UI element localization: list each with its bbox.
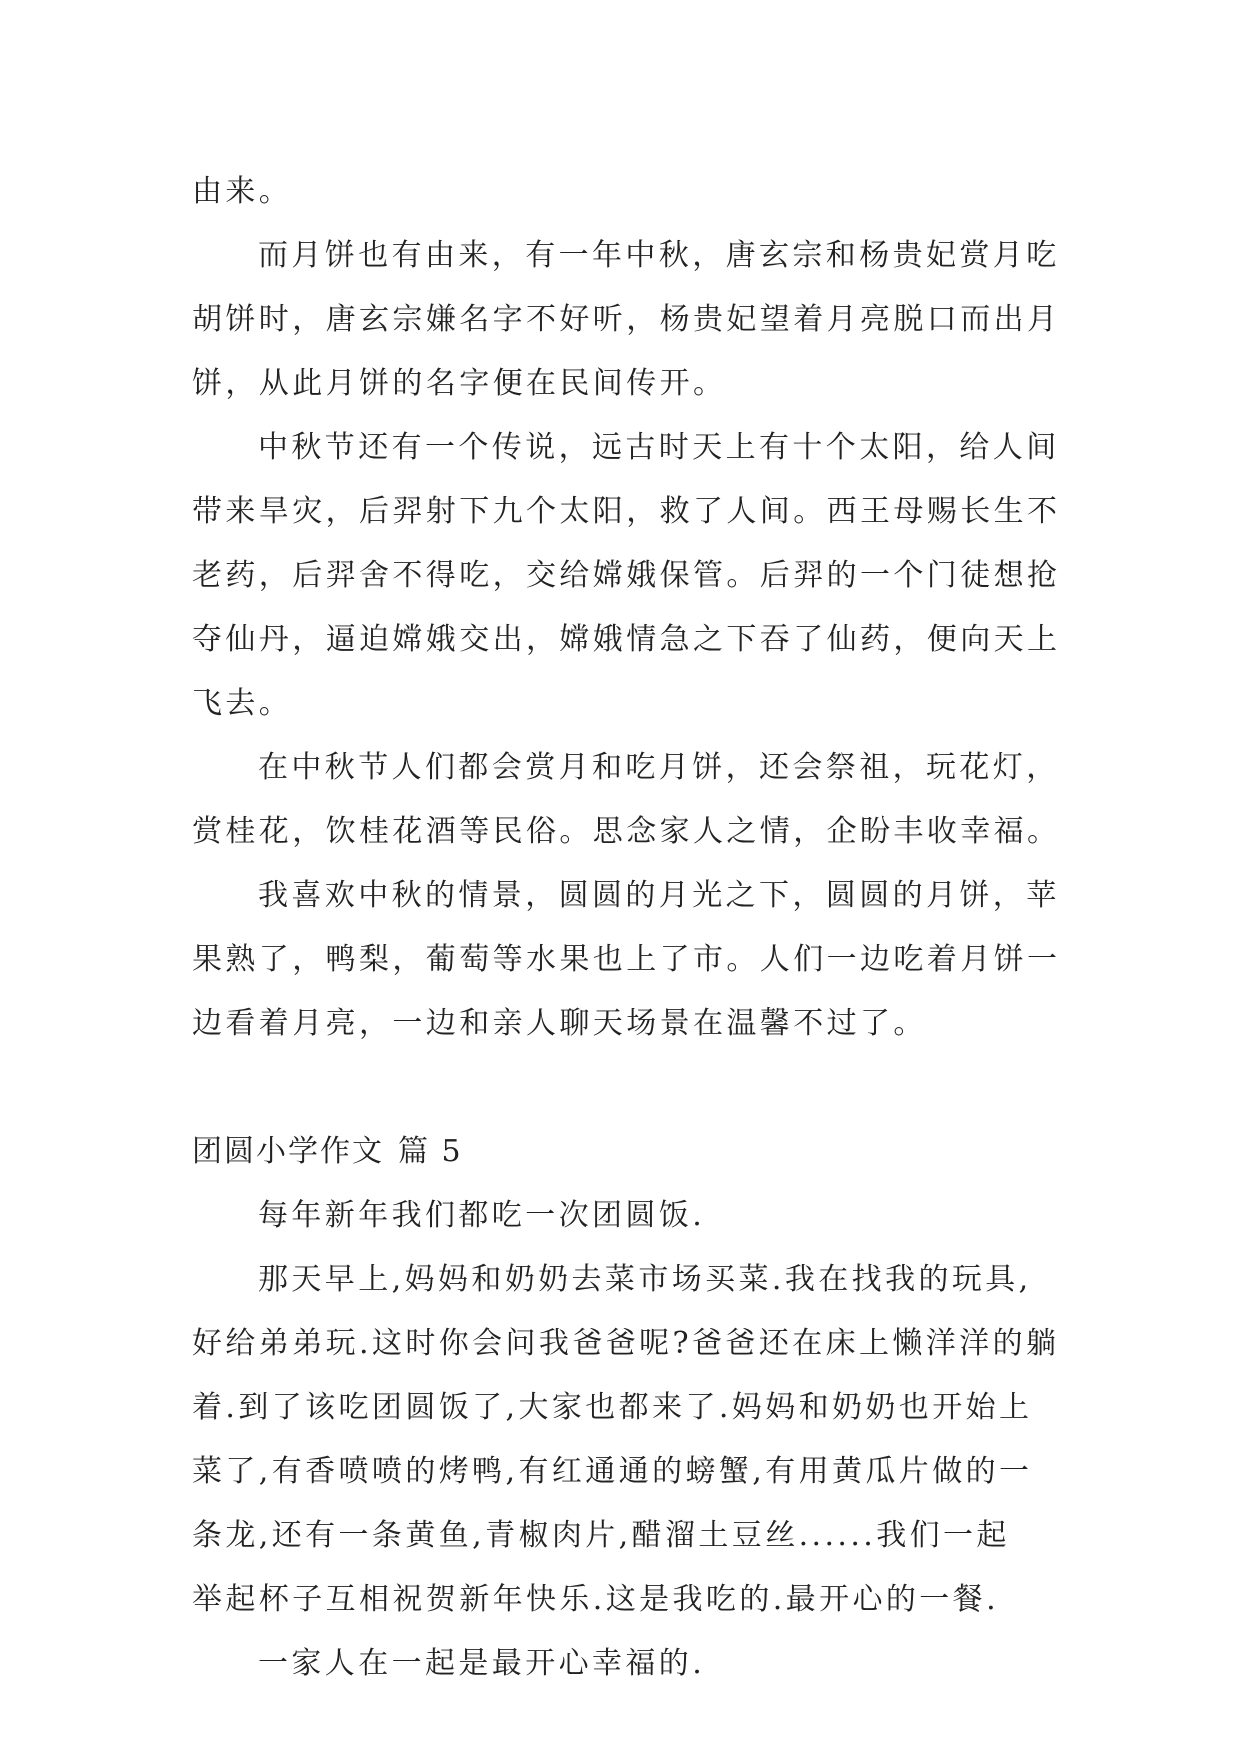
text-line: 举起杯子互相祝贺新年快乐.这是我吃的.最开心的一餐. [192,1582,1000,1617]
text-line: 菜了,有香喷喷的烤鸭,有红通通的螃蟹,有用黄瓜片做的一 [192,1454,1033,1489]
text-line: 一家人在一起是最开心幸福的. [258,1646,706,1681]
text-line: 而月饼也有由来，有一年中秋，唐玄宗和杨贵妃赏月吃 [258,238,1060,273]
text-line: 夺仙丹，逼迫嫦娥交出，嫦娥情急之下吞了仙药，便向天上 [192,622,1061,657]
text-line: 赏桂花，饮桂花酒等民俗。思念家人之情，企盼丰收幸福。 [192,814,1061,849]
section-heading [192,1120,1062,1184]
paragraph-origin-tail [192,160,1062,224]
text-line: 边看着月亮，一边和亲人聊天场景在温馨不过了。 [192,1006,927,1041]
text-line: 老药，后羿舍不得吃，交给嫦娥保管。后羿的一个门徒想抢 [192,558,1061,593]
section-gap [192,1056,1062,1120]
paragraph-scene [192,864,1062,1056]
paragraph-intro [192,1184,1062,1248]
text-line: 在中秋节人们都会赏月和吃月饼，还会祭祖，玩花灯， [258,750,1060,785]
text-line: 带来旱灾，后羿射下九个太阳，救了人间。西王母赐长生不 [192,494,1061,529]
text-line: 好给弟弟玩.这时你会问我爸爸呢?爸爸还在床上懒洋洋的躺 [192,1326,1060,1361]
paragraph-mooncake-origin [192,224,1062,416]
paragraph-legend [192,416,1062,736]
text-line: 每年新年我们都吃一次团圆饭. [258,1198,706,1233]
text-line: 条龙,还有一条黄鱼,青椒肉片,醋溜土豆丝......我们一起 [192,1518,1010,1553]
text-line: 胡饼时，唐玄宗嫌名字不好听，杨贵妃望着月亮脱口而出月 [192,302,1061,337]
paragraph-reunion-dinner [192,1248,1062,1632]
paragraph-conclusion [192,1632,1062,1696]
text-line: 由来。 [192,174,293,209]
text-line: 中秋节还有一个传说，远古时天上有十个太阳，给人间 [258,430,1060,465]
document-page [192,160,1062,1696]
text-line: 果熟了，鸭梨，葡萄等水果也上了市。人们一边吃着月饼一 [192,942,1061,977]
text-line: 饼，从此月饼的名字便在民间传开。 [192,366,727,401]
text-line: 那天早上,妈妈和奶奶去菜市场买菜.我在找我的玩具, [258,1262,1032,1297]
text-line: 着.到了该吃团圆饭了,大家也都来了.妈妈和奶奶也开始上 [192,1390,1033,1425]
paragraph-customs [192,736,1062,864]
section-title: 团圆小学作文 [192,1134,384,1169]
text-line: 我喜欢中秋的情景，圆圆的月光之下，圆圆的月饼，苹 [258,878,1060,913]
section-number: 篇 5 [398,1134,463,1169]
text-line: 飞去。 [192,686,293,721]
